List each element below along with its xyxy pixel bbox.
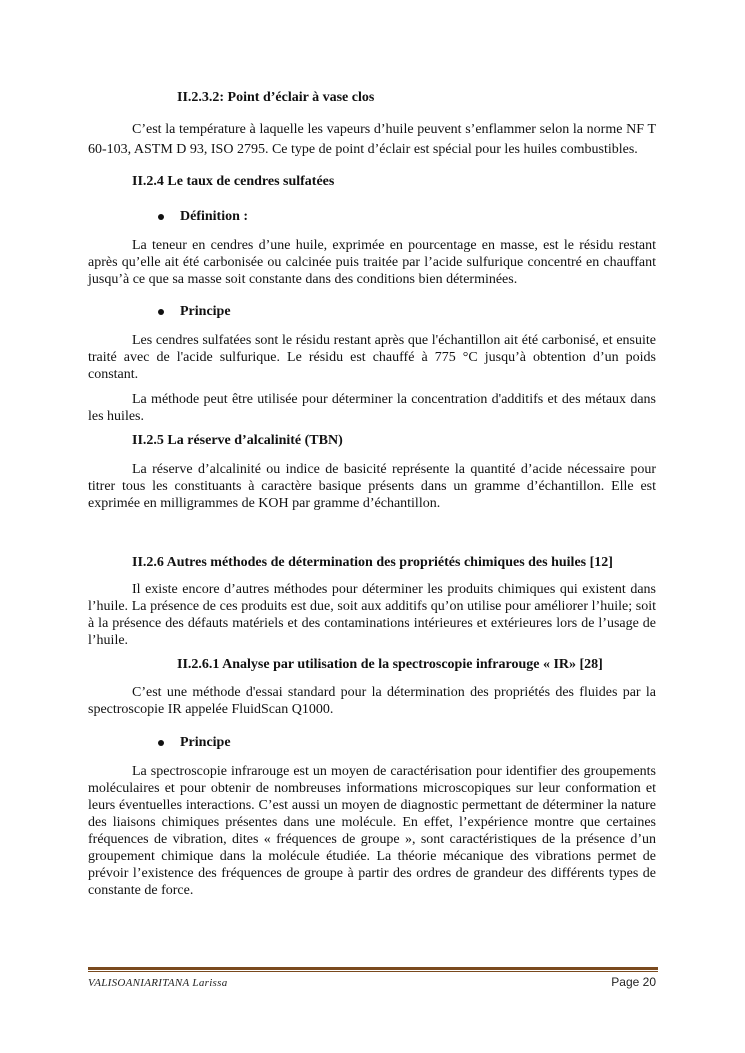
bullet-icon: [158, 309, 164, 315]
bullet-principe-1: [158, 304, 656, 320]
heading-autres-methodes: II.2.6 Autres méthodes de détermination des propriétés chimiques des huiles [12]: [132, 555, 613, 570]
page-footer: [88, 975, 656, 989]
heading-reserve-alcalinite: II.2.5 La réserve d’alcalinité (TBN): [132, 433, 343, 448]
bullet-principe-2-label: Principe: [180, 735, 231, 750]
bullet-principe-1-label: Principe: [180, 304, 231, 319]
bullet-definition-label: Définition :: [180, 209, 249, 224]
bullet-definition: [158, 209, 656, 225]
bullet-principe-2: [158, 735, 656, 751]
heading-cendres-sulfatees: II.2.4 Le taux de cendres sulfatées: [132, 174, 335, 189]
paragraph-reserve-alcalinite: La réserve d’alcalinité ou indice de basicité représente la quantité d’acide nécessaire pour titrer tous les constituants à caractère basique présents dans un gramme d’échantillon. Elle est exprimée en milligrammes de KOH par gramme d’échantillon.: [88, 462, 656, 511]
heading-point-eclair: II.2.3.2: Point d’éclair à vase clos: [177, 90, 375, 105]
paragraph-fluidscan: C’est une méthode d'essai standard pour la détermination des propriétés des fluides par la spectroscopie IR appelée FluidScan Q1000.: [88, 685, 656, 717]
document-body: [88, 86, 656, 899]
footer-rule-thin: [88, 971, 658, 972]
paragraph-principe-ir: La spectroscopie infrarouge est un moyen de caractérisation pour identifier des groupements moléculaires et pour obtenir de nombreuses informations microscopiques sur leur conformation et leurs éventuelles interactions. C’est aussi un moyen de diagnostic permettant de déterminer la nature des liaisons chimiques présentes dans une molécule. En effet, l’expérience montre que certaines fréquences de vibration, dites « fréquences de groupe », sont caractéristiques de la présence d’un groupement chimique dans la molécule étudiée. La théorie mécanique des vibrations permet de prévoir l’existence des fréquences de groupe à partir des ordres de grandeur des différents types de constante de force.: [88, 764, 656, 898]
paragraph-autres-methodes: Il existe encore d’autres méthodes pour déterminer les produits chimiques qui existent dans l’huile. La présence de ces produits est due, soit aux additifs qu’on utilise pour améliorer l’huile; soit à la présence des défauts matériels et des contaminations intérieures et extérieures lors de l’usage de l’huile.: [88, 582, 656, 648]
footer-page-number: Page 20: [611, 975, 656, 989]
paragraph-point-eclair: C’est la température à laquelle les vapeurs d’huile peuvent s’enflammer selon la norme NF T 60-103, ASTM D 93, ISO 2795. Ce type de point d’éclair est spécial pour les huiles combustibles.: [88, 122, 656, 157]
paragraph-methode: La méthode peut être utilisée pour déterminer la concentration d'additifs et des métaux dans les huiles.: [88, 392, 656, 424]
bullet-icon: [158, 214, 164, 220]
paragraph-principe-cendres: Les cendres sulfatées sont le résidu restant après que l'échantillon ait été carbonisé, et ensuite traité avec de l'acide sulfurique. Le résidu est chauffé à 775 °C jusqu’à obtention d’un poids constant.: [88, 333, 656, 382]
bullet-icon: [158, 740, 164, 746]
paragraph-definition: La teneur en cendres d’une huile, exprimée en pourcentage en masse, est le résidu restant après qu’elle ait été carbonisée ou calcinée puis traitée par l’acide sulfurique concentré en chauffant jusqu’à ce que sa masse soit constante dans des conditions bien déterminées.: [88, 238, 656, 287]
footer-author: VALISOANIARITANA Larissa: [88, 977, 228, 989]
footer-rule-thick: [88, 967, 658, 970]
heading-spectroscopie-ir: II.2.6.1 Analyse par utilisation de la spectroscopie infrarouge « IR» [28]: [177, 657, 603, 672]
